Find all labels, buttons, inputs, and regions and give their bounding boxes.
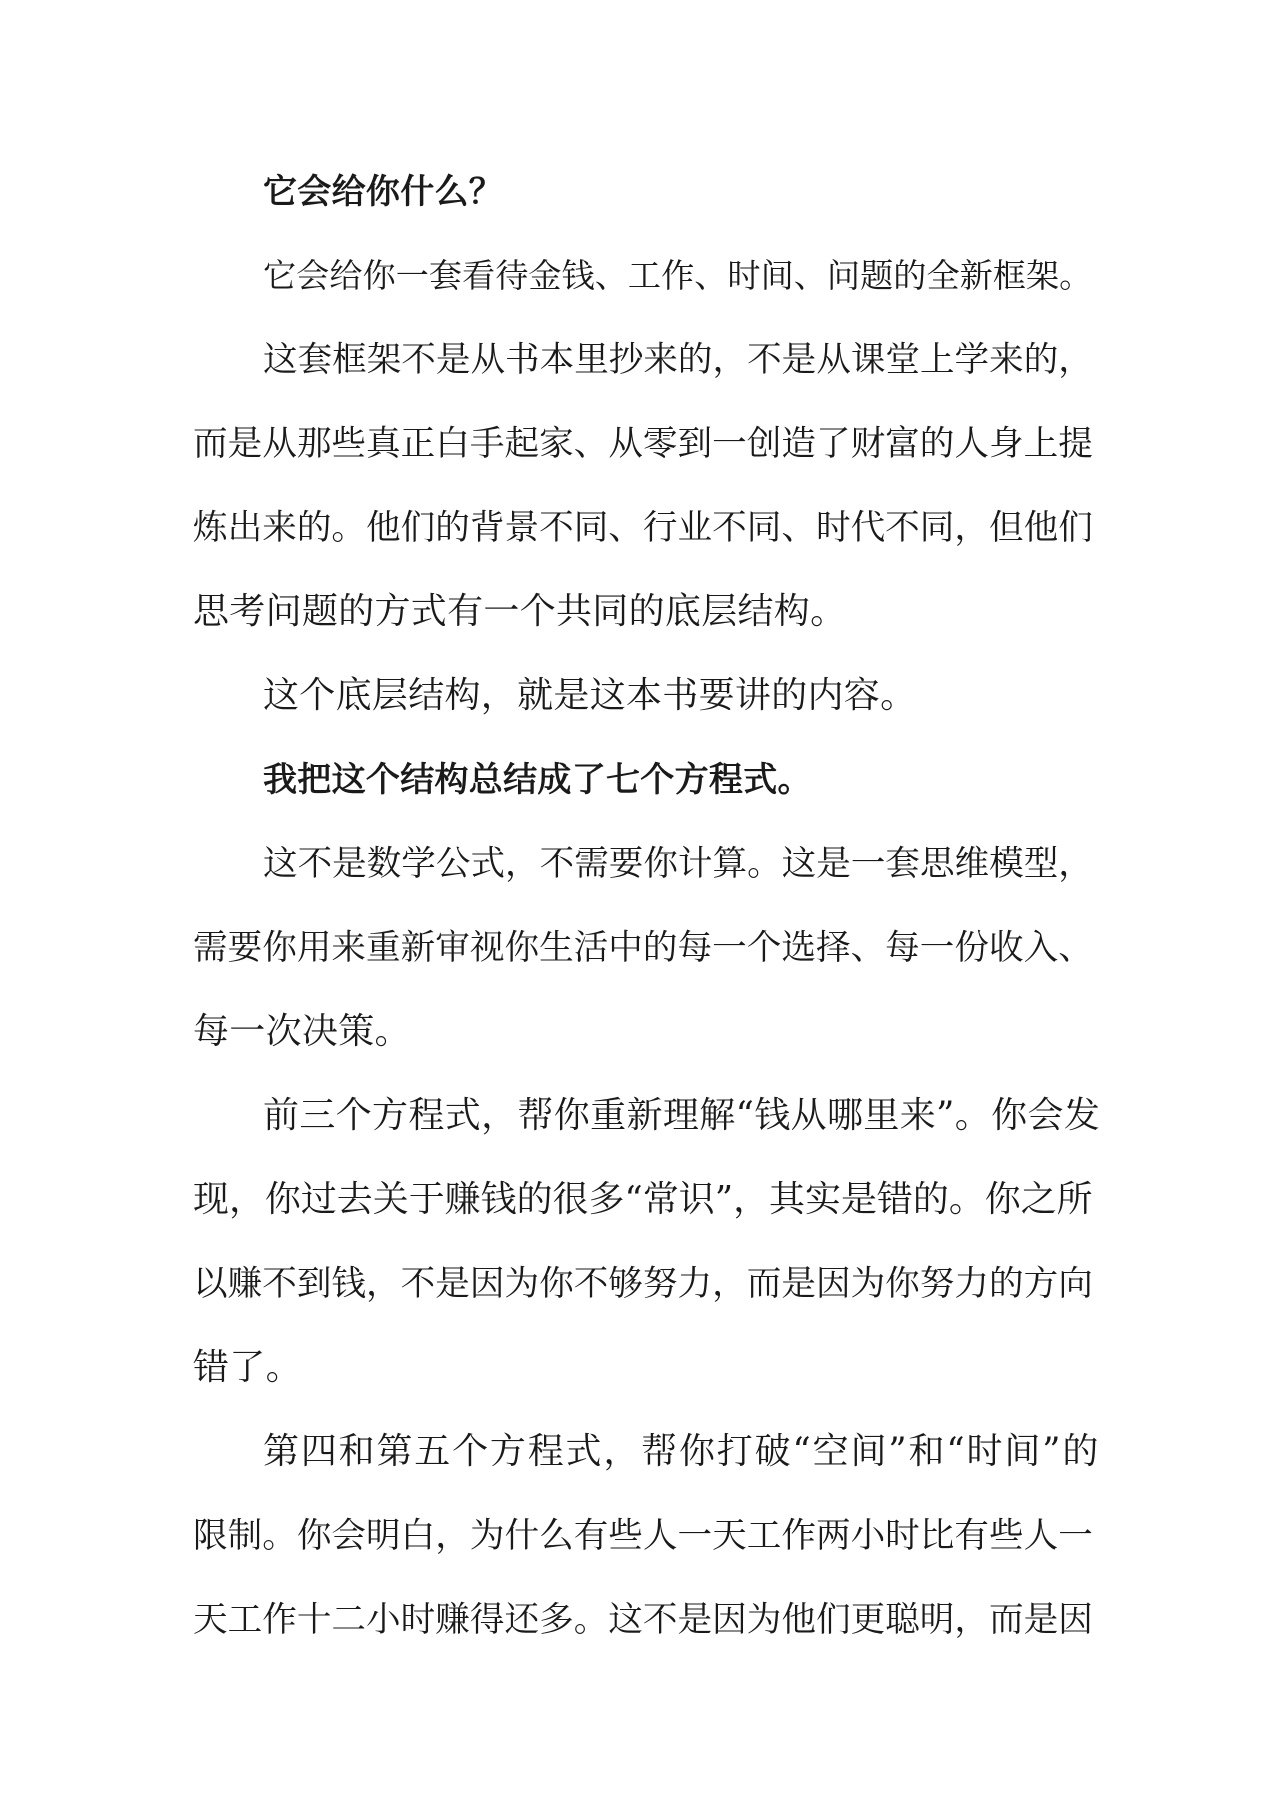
paragraph-line: 限制。你会明白，为什么有些人一天工作两小时比有些人一 (193, 1516, 1093, 1556)
paragraph-line: 这套框架不是从书本里抄来的，不是从课堂上学来的， (263, 340, 1093, 380)
paragraph-line: 错了。 (193, 1347, 302, 1388)
paragraph-line: 这不是数学公式，不需要你计算。这是一套思维模型， (263, 844, 1093, 884)
document-body (193, 162, 1101, 1674)
paragraph-line: 炼出来的。他们的背景不同、行业不同、时代不同，但他们 (193, 508, 1093, 548)
paragraph-line: 前三个方程式，帮你重新理解“钱从哪里来”。你会发 (263, 1095, 1101, 1136)
paragraph-line: 而是从那些真正白手起家、从零到一创造了财富的人身上提 (193, 424, 1093, 464)
paragraph-line: 天工作十二小时赚得还多。这不是因为他们更聪明，而是因 (193, 1600, 1093, 1640)
paragraph-line: 这个底层结构，就是这本书要讲的内容。 (263, 675, 917, 716)
paragraph-line: 现，你过去关于赚钱的很多“常识”，其实是错的。你之所 (193, 1179, 1093, 1220)
paragraph-line: 需要你用来重新审视你生活中的每一个选择、每一份收入、 (193, 928, 1093, 968)
heading-line: 它会给你什么？ (263, 172, 504, 212)
paragraph-line: 每一次决策。 (193, 1011, 411, 1052)
paragraph-line: 第四和第五个方程式，帮你打破“空间”和“时间”的 (263, 1431, 1101, 1472)
paragraph-line: 以赚不到钱，不是因为你不够努力，而是因为你努力的方向 (193, 1264, 1093, 1304)
paragraph-line: 思考问题的方式有一个共同的底层结构。 (193, 591, 847, 632)
paragraph-line: 它会给你一套看待金钱、工作、时间、问题的全新框架。 (263, 256, 1093, 295)
heading-line: 我把这个结构总结成了七个方程式。 (263, 760, 812, 800)
